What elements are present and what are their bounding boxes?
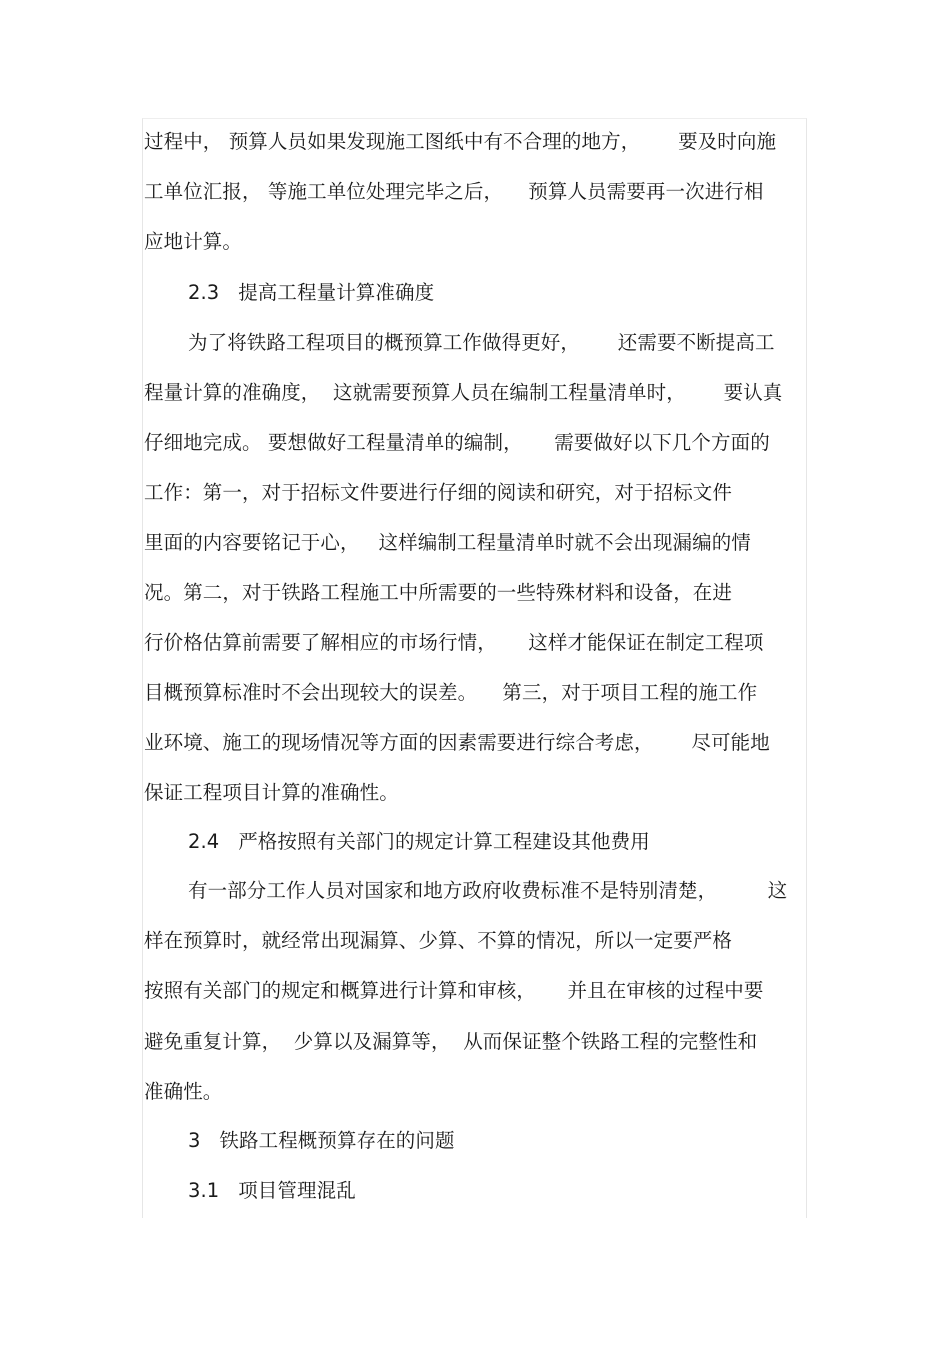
paragraph-line: 仔细地完成。 要想做好工程量清单的编制， 需要做好以下几个方面的 <box>144 431 770 454</box>
section-heading-3: 3 铁路工程概预算存在的问题 <box>188 1129 455 1152</box>
paragraph-line: 保证工程项目计算的准确性。 <box>144 781 399 804</box>
paragraph-line: 况。第二，对于铁路工程施工中所需要的一些特殊材料和设备，在进 <box>144 581 733 604</box>
paragraph-line: 业环境、施工的现场情况等方面的因素需要进行综合考虑， 尽可能地 <box>144 731 770 754</box>
paragraph-line: 里面的内容要铭记于心， 这样编制工程量清单时就不会出现漏编的情 <box>144 531 751 554</box>
paragraph-line: 应地计算。 <box>144 230 243 253</box>
paragraph-line: 工单位汇报， 等施工单位处理完毕之后， 预算人员需要再一次进行相 <box>144 180 764 203</box>
section-heading-3-1: 3.1 项目管理混乱 <box>188 1179 356 1202</box>
paragraph-line: 按照有关部门的规定和概算进行计算和审核， 并且在审核的过程中要 <box>144 979 764 1002</box>
paragraph-line: 有一部分工作人员对国家和地方政府收费标准不是特别清楚， 这 <box>188 879 788 902</box>
paragraph-line: 准确性。 <box>144 1080 223 1103</box>
paragraph-line: 程量计算的准确度， 这就需要预算人员在编制工程量清单时， 要认真 <box>144 381 783 404</box>
paragraph-line: 样在预算时，就经常出现漏算、少算、不算的情况，所以一定要严格 <box>144 929 733 952</box>
section-heading-2-4: 2.4 严格按照有关部门的规定计算工程建设其他费用 <box>188 830 650 853</box>
paragraph-line: 目概预算标准时不会出现较大的误差。 第三，对于项目工程的施工作 <box>144 681 758 704</box>
paragraph-line: 过程中， 预算人员如果发现施工图纸中有不合理的地方， 要及时向施 <box>144 130 777 153</box>
paragraph-line: 为了将铁路工程项目的概预算工作做得更好， 还需要不断提高工 <box>188 331 775 354</box>
paragraph-line: 行价格估算前需要了解相应的市场行情， 这样才能保证在制定工程项 <box>144 631 764 654</box>
section-heading-2-3: 2.3 提高工程量计算准确度 <box>188 281 435 304</box>
paragraph-line: 避免重复计算， 少算以及漏算等， 从而保证整个铁路工程的完整性和 <box>144 1030 758 1053</box>
paragraph-line: 工作：第一，对于招标文件要进行仔细的阅读和研究，对于招标文件 <box>144 481 733 504</box>
